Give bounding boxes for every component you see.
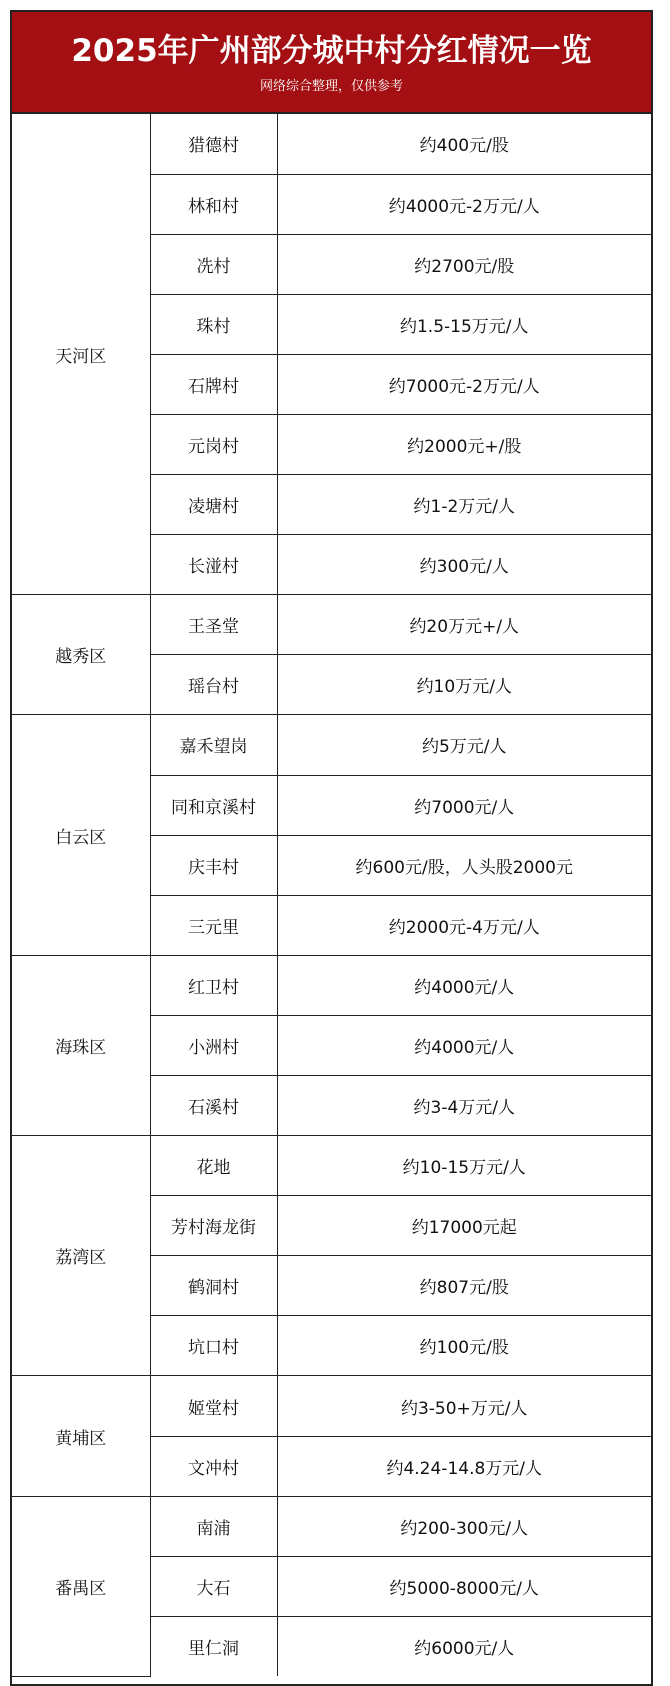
dividend-cell: 约20万元+/人	[277, 595, 651, 655]
village-cell: 鹤洞村	[150, 1256, 277, 1316]
village-cell: 瑶台村	[150, 655, 277, 715]
dividend-cell: 约4000元/人	[277, 1015, 651, 1075]
district-cell: 番禺区	[12, 1496, 150, 1676]
village-cell: 芳村海龙街	[150, 1196, 277, 1256]
village-cell: 猎德村	[150, 114, 277, 174]
village-cell: 同和京溪村	[150, 775, 277, 835]
dividend-cell: 约6000元/人	[277, 1616, 651, 1676]
header-banner	[12, 12, 651, 114]
district-cell: 越秀区	[12, 595, 150, 715]
village-cell: 南浦	[150, 1496, 277, 1556]
table-body	[12, 114, 651, 1676]
village-cell: 大石	[150, 1556, 277, 1616]
dividend-cell: 约7000元-2万元/人	[277, 354, 651, 414]
village-cell: 里仁洞	[150, 1616, 277, 1676]
dividend-cell: 约4000元-2万元/人	[277, 174, 651, 234]
district-cell: 荔湾区	[12, 1136, 150, 1376]
dividend-cell: 约2700元/股	[277, 234, 651, 294]
table-row	[12, 955, 651, 1015]
dividend-cell: 约2000元+/股	[277, 414, 651, 474]
village-cell: 元岗村	[150, 414, 277, 474]
district-cell: 天河区	[12, 114, 150, 595]
district-cell: 白云区	[12, 715, 150, 955]
dividend-cell: 约3-4万元/人	[277, 1076, 651, 1136]
district-cell: 海珠区	[12, 955, 150, 1135]
village-cell: 嘉禾望岗	[150, 715, 277, 775]
document-frame	[10, 10, 653, 1686]
dividend-cell: 约10万元/人	[277, 655, 651, 715]
page-subtitle: 网络综合整理，仅供参考	[259, 79, 403, 94]
table-row	[12, 1496, 651, 1556]
dividend-cell: 约300元/人	[277, 535, 651, 595]
page-title: 2025年广州部分城中村分红情况一览	[71, 33, 592, 69]
dividend-table	[12, 114, 651, 1677]
dividend-cell: 约7000元/人	[277, 775, 651, 835]
dividend-cell: 约5000-8000元/人	[277, 1556, 651, 1616]
district-cell: 黄埔区	[12, 1376, 150, 1496]
table-row	[12, 114, 651, 174]
table-row	[12, 595, 651, 655]
village-cell: 石溪村	[150, 1076, 277, 1136]
village-cell: 姬堂村	[150, 1376, 277, 1436]
table-row	[12, 1376, 651, 1436]
village-cell: 珠村	[150, 294, 277, 354]
village-cell: 花地	[150, 1136, 277, 1196]
dividend-cell: 约10-15万元/人	[277, 1136, 651, 1196]
dividend-cell: 约4.24-14.8万元/人	[277, 1436, 651, 1496]
dividend-cell: 约4000元/人	[277, 955, 651, 1015]
dividend-cell: 约1.5-15万元/人	[277, 294, 651, 354]
dividend-cell: 约807元/股	[277, 1256, 651, 1316]
village-cell: 长湴村	[150, 535, 277, 595]
dividend-cell: 约200-300元/人	[277, 1496, 651, 1556]
dividend-cell: 约600元/股，人头股2000元	[277, 835, 651, 895]
dividend-cell: 约17000元起	[277, 1196, 651, 1256]
dividend-cell: 约400元/股	[277, 114, 651, 174]
village-cell: 王圣堂	[150, 595, 277, 655]
village-cell: 红卫村	[150, 955, 277, 1015]
village-cell: 小洲村	[150, 1015, 277, 1075]
dividend-cell: 约1-2万元/人	[277, 475, 651, 535]
dividend-cell: 约3-50+万元/人	[277, 1376, 651, 1436]
village-cell: 冼村	[150, 234, 277, 294]
dividend-cell: 约100元/股	[277, 1316, 651, 1376]
table-row	[12, 1136, 651, 1196]
village-cell: 凌塘村	[150, 475, 277, 535]
village-cell: 石牌村	[150, 354, 277, 414]
dividend-cell: 约2000元-4万元/人	[277, 895, 651, 955]
dividend-cell: 约5万元/人	[277, 715, 651, 775]
village-cell: 三元里	[150, 895, 277, 955]
village-cell: 庆丰村	[150, 835, 277, 895]
village-cell: 林和村	[150, 174, 277, 234]
village-cell: 坑口村	[150, 1316, 277, 1376]
table-row	[12, 715, 651, 775]
village-cell: 文冲村	[150, 1436, 277, 1496]
